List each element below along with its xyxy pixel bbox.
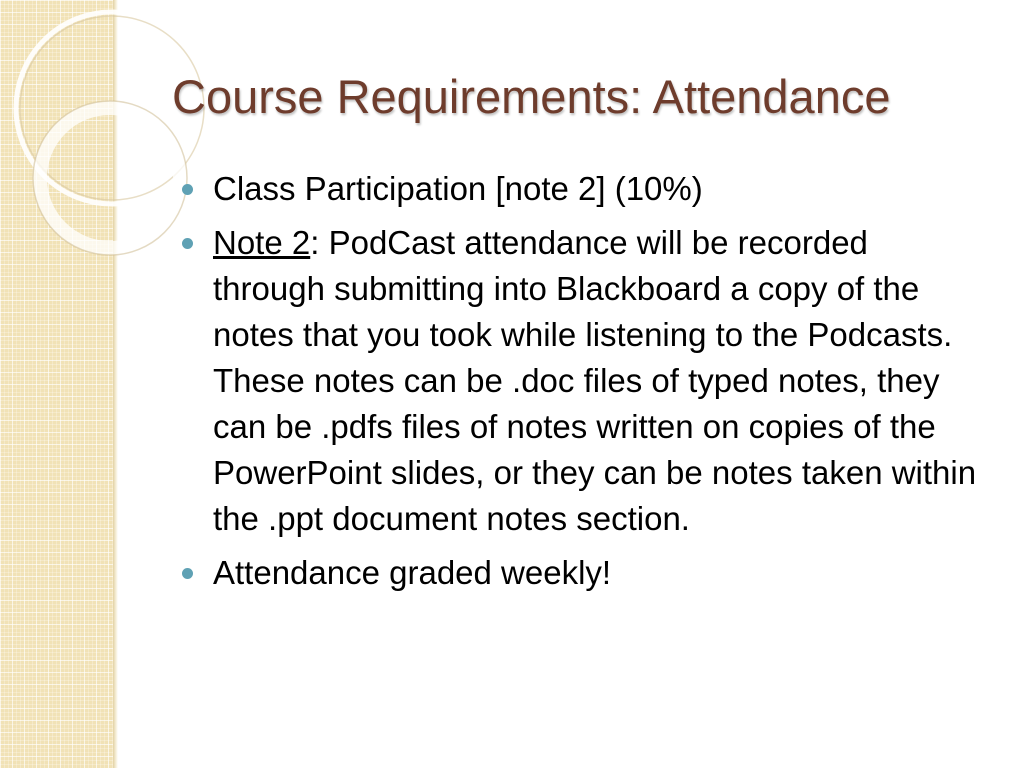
- decorative-rings: [0, 0, 200, 280]
- bullet-dot-icon: [182, 184, 193, 195]
- ring-small: [40, 108, 180, 248]
- bullet-item-note2: [182, 220, 982, 542]
- note-colon: :: [310, 224, 320, 261]
- bullet-list: [182, 166, 982, 604]
- bullet-dot-icon: [182, 568, 193, 579]
- bullet-text: Class Participation [note 2] (10%): [213, 170, 703, 207]
- note-label: Note 2: [213, 224, 311, 261]
- slide-title: Course Requirements: Attendance: [172, 70, 891, 123]
- bullet-dot-icon: [182, 238, 193, 249]
- bullet-text: PodCast attendance will be recorded through submitting into Blackboard a copy of the notes that you took while listening to the Podcasts. These notes can be .doc files of typed notes, they can be .pdfs files of notes written on copies of the PowerPoint slides, or they can be notes taken within the .ppt document notes section.: [213, 224, 977, 537]
- bullet-text: Attendance graded weekly!: [213, 554, 612, 591]
- bullet-item-graded-weekly: [182, 550, 982, 596]
- bullet-item-participation: [182, 166, 982, 212]
